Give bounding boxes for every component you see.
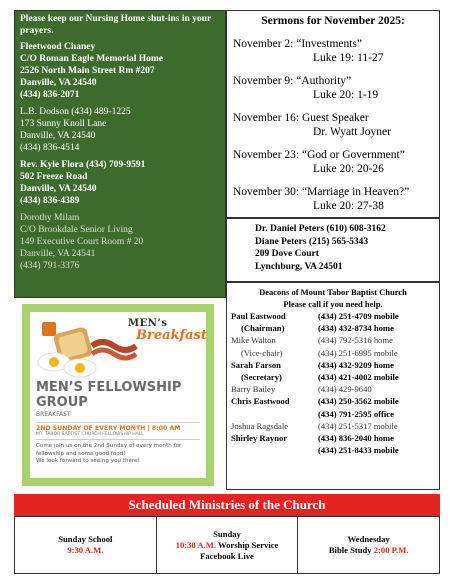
contact-line: Lynchburg, VA 24501 <box>255 261 343 272</box>
shut-in-entry <box>20 106 220 154</box>
deacon-row <box>231 444 435 456</box>
shut-in-line: Dorothy Milam <box>20 213 80 223</box>
shut-in-line: Danville, VA 24540 <box>20 131 96 141</box>
shut-in-line: 149 Executive Court Room # 20 <box>20 237 144 247</box>
sermon-date: November 16: <box>233 112 300 124</box>
service-label: Worship Service <box>215 539 279 550</box>
deacon-row <box>231 310 435 322</box>
deacon-phone: (434) 250-3562 mobile <box>318 396 399 407</box>
deacon-name: Mike Walton <box>231 335 276 346</box>
sermon-title: “Authority” <box>296 75 352 87</box>
deacon-phone: (434) 251-8433 mobile <box>318 445 399 456</box>
deacon-name: (Vice-chair) <box>241 347 283 358</box>
deacon-row <box>231 359 435 371</box>
deacon-phone: (434) 251-5317 mobile <box>318 420 398 431</box>
sermon-title: “Marriage in Heaven?” <box>301 186 410 198</box>
shut-in-line: Danville, VA 24540 <box>20 78 97 88</box>
deacon-name: (Chairman) <box>241 323 285 334</box>
sermon-date: November 30: <box>233 186 300 198</box>
sermon-heading <box>233 74 433 88</box>
mens-fellowship-flyer <box>22 304 214 486</box>
service-sunday-school <box>15 517 157 573</box>
deacons-subtitle: Please call if you need help. <box>283 299 383 309</box>
services-row <box>14 516 440 574</box>
shut-in-line: Rev. Kyle Flora (434) 709-9591 <box>20 160 146 170</box>
service-time-line <box>176 540 279 551</box>
deacon-row <box>231 408 435 420</box>
shut-in-line: 173 Sunny Knoll Lane <box>20 119 107 129</box>
deacon-row <box>231 347 435 359</box>
service-sunday-worship <box>157 517 299 573</box>
deacon-phone: (434) 791-2595 office <box>318 408 394 419</box>
sermon-reference: Luke 20: 27-38 <box>313 200 384 212</box>
sermon-title: “Investments” <box>296 38 363 50</box>
deacon-name: Shirley Raynor <box>231 433 288 444</box>
sermon-reference: Luke 20: 20-26 <box>313 163 384 175</box>
deacon-row <box>231 432 435 444</box>
shut-in-line: (434) 791-3376 <box>20 261 80 271</box>
sermon-item <box>233 185 433 213</box>
sermon-heading <box>233 185 433 199</box>
sermon-item <box>233 148 433 176</box>
sermon-item <box>233 74 433 102</box>
deacon-row <box>231 322 435 334</box>
deacon-row <box>231 395 435 407</box>
flyer-body-line: Come join us on the 2nd Sunday of every month for fellowship and some good food! <box>36 443 182 457</box>
breakfast-plate-icon <box>36 312 212 380</box>
sermons-panel <box>226 10 440 218</box>
service-name: Wednesday <box>347 534 390 544</box>
sermons-title: Sermons for November 2025: <box>261 15 405 27</box>
deacon-phone: (434) 792-5316 home <box>318 335 393 346</box>
flyer-title-line: GROUP <box>36 395 88 410</box>
shut-in-line: (434) 836-4389 <box>20 196 80 206</box>
shut-in-line: (434) 836-2071 <box>20 90 80 100</box>
deacon-name: (Secretary) <box>241 372 282 383</box>
flyer-place: MT. TABOR BAPTIST CHURCH FELLOWSHIP HALL <box>36 432 200 440</box>
service-name: Sunday <box>213 528 241 539</box>
flyer-schedule: 2ND SUNDAY OF EVERY MONTH | 8:00 AM <box>36 422 200 432</box>
deacons-title: Deacons of Mount Tabor Baptist Church <box>259 287 407 297</box>
deacon-name <box>231 444 318 456</box>
service-time: 10:30 A.M. <box>175 539 216 550</box>
shut-in-line: (434) 836-4514 <box>20 143 80 153</box>
sermon-date: November 23: <box>233 149 300 161</box>
deacon-name: Joshua Ragsdale <box>231 420 289 431</box>
deacon-phone: (434) 421-4002 mobile <box>318 372 399 383</box>
service-name: Sunday School <box>58 534 113 544</box>
contact-line: Dr. Daniel Peters (610) 608-3162 <box>255 224 386 234</box>
shut-in-line: C/O Roman Eagle Memorial Home <box>20 54 164 64</box>
sermon-heading <box>233 111 433 125</box>
breakfast-illustration <box>36 312 207 380</box>
deacon-row <box>231 420 435 432</box>
flyer-body <box>36 443 200 466</box>
sermon-title: “God or Government” <box>301 149 405 161</box>
sermon-heading <box>233 148 433 162</box>
peters-contact-panel <box>226 218 440 282</box>
shut-in-line: Danville, VA 24541 <box>20 249 96 259</box>
deacon-row <box>231 334 435 346</box>
shut-in-line: Fleetwood Chaney <box>20 42 96 52</box>
deacon-phone: (434) 429-9640 <box>318 384 372 395</box>
flyer-body-line: We look forward to seeing you there! <box>36 458 140 464</box>
deacon-name: Barry Bailey <box>231 384 276 395</box>
flyer-subtitle: BREAKFAST <box>36 411 71 418</box>
flyer-title-line: MEN’S FELLOWSHIP <box>36 380 182 395</box>
shut-ins-intro: Please keep our Nursing Home shut-ins in your prayers. <box>20 14 211 36</box>
deacon-phone: (434) 251-4709 mobile <box>318 311 399 321</box>
shut-in-entry <box>20 212 220 272</box>
deacon-name: Chris Eastwood <box>231 396 290 407</box>
sermon-date: November 9: <box>233 75 294 87</box>
shut-in-line: 502 Freeze Road <box>20 172 88 182</box>
shut-in-entry <box>20 41 220 101</box>
flyer-logo-breakfast: Breakfast <box>136 328 207 343</box>
service-note: Facebook Live <box>200 550 254 561</box>
shut-in-entry <box>20 159 220 207</box>
deacon-name <box>231 408 318 420</box>
service-wednesday-bible-study <box>298 517 439 573</box>
deacon-phone: (434) 251-6995 mobile <box>318 347 398 358</box>
flyer-logo-mens: MEN’s <box>128 318 168 329</box>
deacon-phone: (434) 836-2040 home <box>318 433 394 444</box>
deacon-row <box>231 371 435 383</box>
deacon-phone: (434) 432-8734 home <box>318 323 394 334</box>
deacons-panel <box>226 282 440 490</box>
service-time: 9:30 A.M. <box>67 545 104 555</box>
deacon-row <box>231 383 435 395</box>
shut-in-line: L.B. Dodson (434) 489-1225 <box>20 107 131 117</box>
service-time-line <box>329 545 409 556</box>
shut-ins-panel <box>14 10 226 298</box>
sermon-reference: Luke 20: 1-19 <box>313 89 379 101</box>
sermon-item <box>233 37 433 65</box>
sermon-item <box>233 111 433 139</box>
flyer-title <box>36 380 200 410</box>
contact-line: 209 Dove Court <box>255 249 319 259</box>
sermon-date: November 2: <box>233 38 294 50</box>
sermon-reference: Dr. Wyatt Joyner <box>313 126 391 138</box>
sermon-reference: Luke 19: 11-27 <box>313 52 384 64</box>
shut-in-line: 2526 North Main Street Rm #207 <box>20 66 155 76</box>
scheduled-ministries-title: Scheduled Ministries of the Church <box>14 494 440 516</box>
service-label: Bible Study <box>328 545 374 555</box>
deacon-phone: (434) 432-9209 home <box>318 359 394 370</box>
sermon-title: Guest Speaker <box>301 112 369 124</box>
service-time: 2:00 P.M. <box>373 545 409 555</box>
sermon-heading <box>233 37 433 51</box>
contact-line: Diane Peters (215) 565-5343 <box>255 236 369 247</box>
shut-in-line: C/O Brookdale Senior Living <box>20 225 133 235</box>
deacon-name: Sarah Farson <box>231 359 281 370</box>
deacon-name: Paul Eastwood <box>231 311 286 321</box>
shut-in-line: Danville, VA 24540 <box>20 184 97 194</box>
